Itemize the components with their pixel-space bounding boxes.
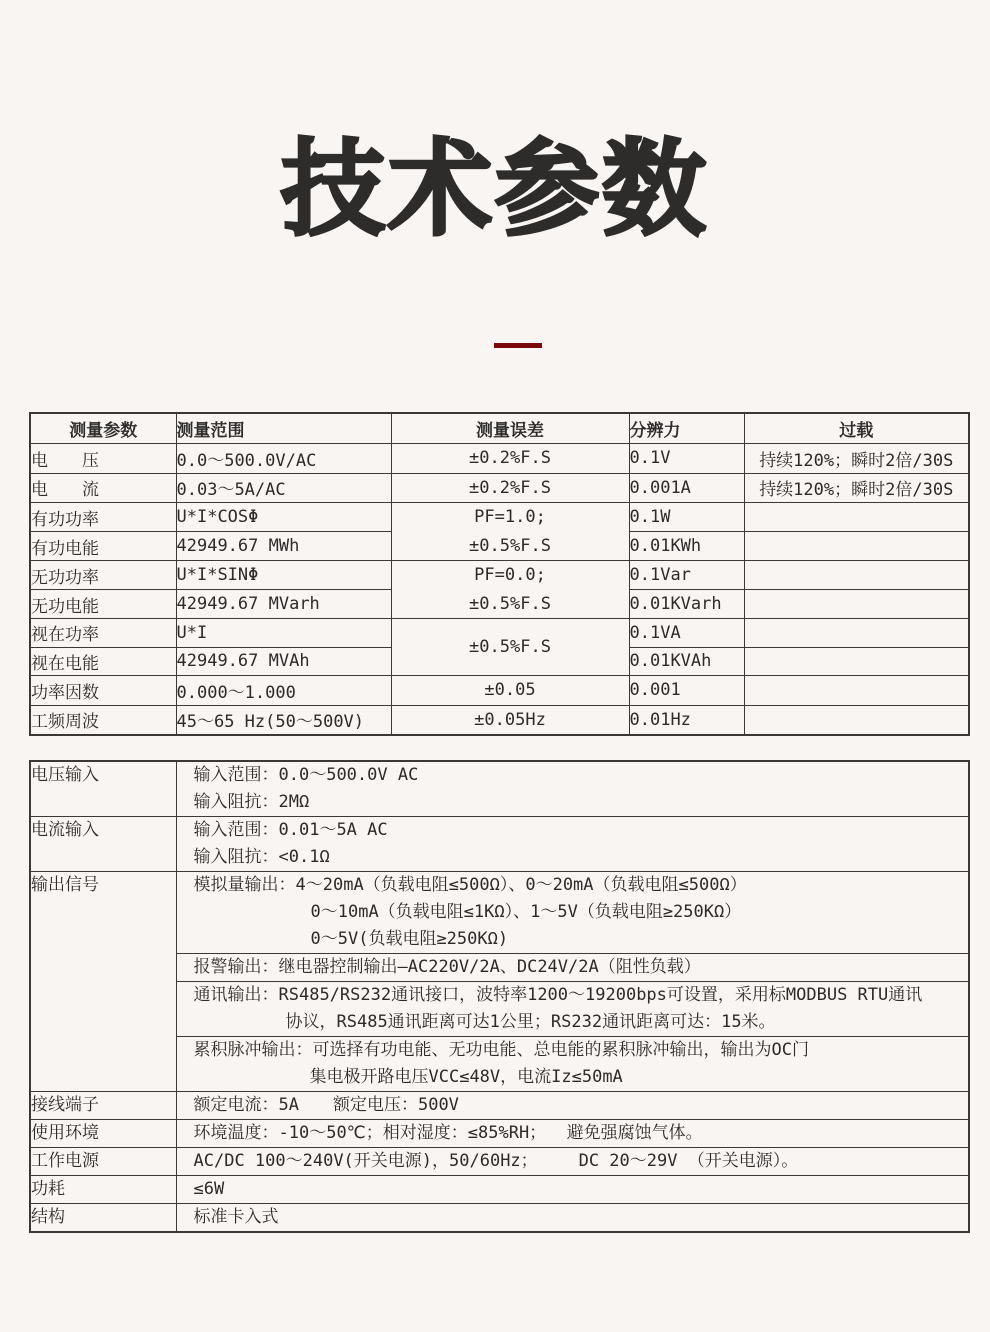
content-line: 输入范围：0.0～500.0V AC xyxy=(193,765,419,786)
spec-header-row xyxy=(30,413,969,444)
error-line: ±0.05 xyxy=(484,680,536,701)
range-cell: U*I*COSΦ xyxy=(176,503,391,532)
overload-cell: 持续120%；瞬时2倍/30S xyxy=(744,444,969,474)
io-row xyxy=(30,817,969,872)
overload-cell xyxy=(744,532,969,561)
param-cell: 电 压 xyxy=(30,444,176,474)
spec-row xyxy=(30,503,969,532)
overload-cell: 持续120%；瞬时2倍/30S xyxy=(744,473,969,503)
io-content-cell xyxy=(176,982,969,1037)
spec-row xyxy=(30,473,969,503)
error-cell xyxy=(391,561,629,619)
content-line: 标准卡入式 xyxy=(193,1207,279,1228)
content-line: AC/DC 100～240V(开关电源)，50/60Hz； DC 20～29V （开关电源）。 xyxy=(193,1151,799,1172)
page-title: 技术参数 xyxy=(280,128,709,250)
spec-row xyxy=(30,444,969,474)
resolution-cell: 0.1W xyxy=(629,503,744,532)
param-cell: 电 流 xyxy=(30,473,176,503)
io-content-cell xyxy=(176,761,969,817)
param-cell: 视在功率 xyxy=(30,619,176,648)
content-line: 报警输出：继电器控制输出—AC220V/2A、DC24V/2A（阻性负载） xyxy=(193,957,701,978)
param-cell: 有功电能 xyxy=(30,532,176,561)
content-line: 集电极开路电压VCC≤48V，电流Iz≤50mA xyxy=(309,1067,623,1088)
overload-cell xyxy=(744,676,969,706)
content-line: 输入阻抗：2MΩ xyxy=(193,792,310,813)
error-line: ±0.5%F.S xyxy=(469,535,551,556)
overload-cell xyxy=(744,647,969,676)
range-cell: 45～65 Hz(50～500V) xyxy=(176,705,391,735)
spec-header-cell: 测量参数 xyxy=(30,413,176,444)
content-line: 输入范围：0.01～5A AC xyxy=(193,820,388,841)
spec-table xyxy=(29,412,970,737)
param-cell: 无功电能 xyxy=(30,590,176,619)
resolution-cell: 0.001A xyxy=(629,473,744,503)
spec-row xyxy=(30,619,969,648)
io-row xyxy=(30,1120,969,1148)
resolution-cell: 0.01Hz xyxy=(629,705,744,735)
error-cell xyxy=(391,473,629,503)
io-label-cell: 使用环境 xyxy=(30,1120,176,1148)
io-label-cell: 电压输入 xyxy=(30,761,176,817)
io-row xyxy=(30,1176,969,1204)
io-content-cell xyxy=(176,1120,969,1148)
io-label-cell: 工作电源 xyxy=(30,1148,176,1176)
param-cell: 工频周波 xyxy=(30,705,176,735)
error-line: PF=1.0; xyxy=(474,507,546,528)
io-label-cell: 结构 xyxy=(30,1204,176,1233)
spec-table-body xyxy=(30,444,969,736)
error-line: ±0.2%F.S xyxy=(469,477,551,498)
title-underline-dash xyxy=(494,343,542,348)
io-label-cell: 输出信号 xyxy=(30,872,176,1092)
content-line: 模拟量输出：4～20mA（负载电阻≤500Ω）、0～20mA（负载电阻≤500Ω） xyxy=(193,875,747,896)
error-cell xyxy=(391,676,629,706)
spec-row xyxy=(30,705,969,735)
range-cell: 42949.67 MWh xyxy=(176,532,391,561)
io-table xyxy=(29,760,970,1233)
content-line: 0～5V(负载电阻≥250KΩ) xyxy=(310,929,509,950)
io-content-cell xyxy=(176,1037,969,1092)
io-table-body xyxy=(30,761,969,1232)
io-content-cell xyxy=(176,954,969,982)
overload-cell xyxy=(744,590,969,619)
param-cell: 功率因数 xyxy=(30,676,176,706)
spec-row xyxy=(30,561,969,590)
content-line: 0～10mA（负载电阻≤1KΩ）、1～5V（负载电阻≥250KΩ） xyxy=(310,902,742,923)
io-label-cell: 功耗 xyxy=(30,1176,176,1204)
io-content-cell xyxy=(176,872,969,954)
resolution-cell: 0.001 xyxy=(629,676,744,706)
error-line: ±0.5%F.S xyxy=(469,593,551,614)
error-cell xyxy=(391,705,629,735)
range-cell: U*I*SINΦ xyxy=(176,561,391,590)
error-cell xyxy=(391,619,629,676)
content-line: 协议，RS485通讯距离可达1公里；RS232通讯距离可达：15米。 xyxy=(285,1012,776,1033)
param-cell: 无功功率 xyxy=(30,561,176,590)
error-cell xyxy=(391,444,629,474)
resolution-cell: 0.1VA xyxy=(629,619,744,648)
io-label-cell: 接线端子 xyxy=(30,1092,176,1120)
range-cell: U*I xyxy=(176,619,391,648)
io-content-cell xyxy=(176,1092,969,1120)
range-cell: 0.0～500.0V/AC xyxy=(176,444,391,474)
overload-cell xyxy=(744,705,969,735)
error-line: ±0.2%F.S xyxy=(469,448,551,469)
resolution-cell: 0.01KVarh xyxy=(629,590,744,619)
overload-cell xyxy=(744,619,969,648)
range-cell: 0.000～1.000 xyxy=(176,676,391,706)
content-line: 额定电流：5A 额定电压：500V xyxy=(193,1095,459,1116)
io-row xyxy=(30,1092,969,1120)
error-line: ±0.5%F.S xyxy=(469,636,551,657)
overload-cell xyxy=(744,561,969,590)
io-content-cell xyxy=(176,1204,969,1233)
error-line: PF=0.0; xyxy=(474,565,546,586)
spec-header-cell: 测量误差 xyxy=(391,413,629,444)
io-content-cell xyxy=(176,1176,969,1204)
io-row xyxy=(30,1204,969,1233)
io-row xyxy=(30,1148,969,1176)
resolution-cell: 0.01KWh xyxy=(629,532,744,561)
error-cell xyxy=(391,503,629,561)
resolution-cell: 0.01KVAh xyxy=(629,647,744,676)
overload-cell xyxy=(744,503,969,532)
resolution-cell: 0.1Var xyxy=(629,561,744,590)
content-line: 输入阻抗：<0.1Ω xyxy=(193,847,330,868)
spec-table-header xyxy=(30,413,969,444)
spec-header-cell: 测量范围 xyxy=(176,413,391,444)
io-row xyxy=(30,761,969,817)
range-cell: 42949.67 MVAh xyxy=(176,647,391,676)
range-cell: 42949.67 MVarh xyxy=(176,590,391,619)
resolution-cell: 0.1V xyxy=(629,444,744,474)
range-cell: 0.03～5A/AC xyxy=(176,473,391,503)
spec-row xyxy=(30,676,969,706)
io-row xyxy=(30,872,969,954)
content-line: ≤6W xyxy=(193,1179,225,1200)
error-line: ±0.05Hz xyxy=(474,709,546,730)
content-line: 通讯输出：RS485/RS232通讯接口，波特率1200～19200bps可设置，采用标MODBUS RTU通讯 xyxy=(193,985,923,1006)
content-line: 环境温度：-10～50℃；相对湿度：≤85%RH； 避免强腐蚀气体。 xyxy=(193,1123,703,1144)
io-content-cell xyxy=(176,1148,969,1176)
content-line: 累积脉冲输出：可选择有功电能、无功电能、总电能的累积脉冲输出，输出为OC门 xyxy=(193,1040,809,1061)
spec-header-cell: 分辨力 xyxy=(629,413,744,444)
param-cell: 有功功率 xyxy=(30,503,176,532)
spec-header-cell: 过载 xyxy=(744,413,969,444)
io-content-cell xyxy=(176,817,969,872)
io-label-cell: 电流输入 xyxy=(30,817,176,872)
param-cell: 视在电能 xyxy=(30,647,176,676)
